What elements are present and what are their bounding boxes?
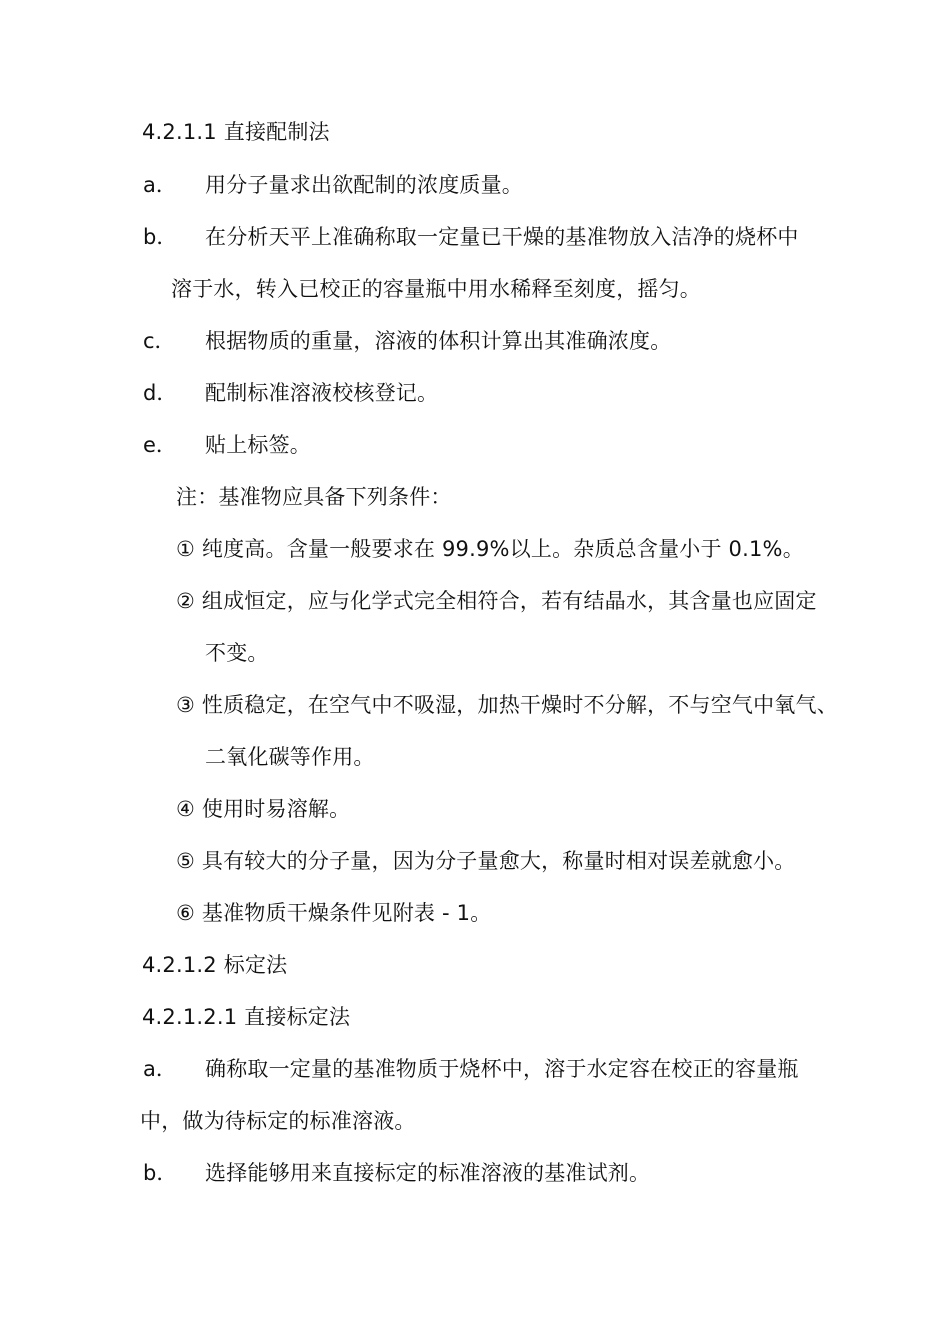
list-marker-b: b． (143, 225, 178, 249)
list-item-b-2-text: 选择能够用来直接标定的标准溶液的基准试剂。 (205, 1161, 651, 1185)
list-item-e-text: 贴上标签。 (205, 433, 311, 457)
list-marker-c: c． (143, 329, 176, 353)
section-heading-4-2-1-1: 4.2.1.1 直接配制法 (142, 120, 330, 144)
list-item-d-text: 配制标准溶液校核登记。 (205, 381, 439, 405)
list-item-a-text: 用分子量求出欲配制的浓度质量。 (205, 173, 523, 197)
list-marker-d: d． (143, 381, 178, 405)
list-marker-a-2: a． (143, 1057, 177, 1081)
section-heading-4-2-1-2-1: 4.2.1.2.1 直接标定法 (142, 1005, 351, 1029)
note-item-5: ⑤ 具有较大的分子量，因为分子量愈大，称量时相对误差就愈小。 (176, 849, 796, 873)
note-item-2-line2: 不变。 (205, 641, 269, 665)
list-item-b-text-line1: 在分析天平上准确称取一定量已干燥的基准物放入洁净的烧杯中 (205, 225, 799, 249)
note-item-2-line1: ② 组成恒定，应与化学式完全相符合，若有结晶水，其含量也应固定 (176, 589, 817, 613)
list-item-b-text-line2: 溶于水，转入已校正的容量瓶中用水稀释至刻度，摇匀。 (171, 277, 701, 301)
section-heading-4-2-1-2: 4.2.1.2 标定法 (142, 953, 288, 977)
note-item-4: ④ 使用时易溶解。 (176, 797, 351, 821)
note-item-3-line2: 二氧化碳等作用。 (205, 745, 375, 769)
note-item-3-line1: ③ 性质稳定，在空气中不吸湿，加热干燥时不分解，不与空气中氧气、 (176, 693, 838, 717)
list-marker-a: a． (143, 173, 177, 197)
note-item-1: ① 纯度高。含量一般要求在 99.9%以上。杂质总含量小于 0.1%。 (176, 537, 804, 561)
list-item-a-2-text-line1: 确称取一定量的基准物质于烧杯中，溶于水定容在校正的容量瓶 (205, 1057, 799, 1081)
list-marker-b-2: b． (143, 1161, 178, 1185)
list-item-a-2-text-line2: 中，做为待标定的标准溶液。 (140, 1109, 416, 1133)
note-title: 注：基准物应具备下列条件： (176, 485, 452, 509)
list-item-c-text: 根据物质的重量，溶液的体积计算出其准确浓度。 (205, 329, 672, 353)
note-item-6: ⑥ 基准物质干燥条件见附表 - 1。 (176, 901, 492, 925)
list-marker-e: e． (143, 433, 177, 457)
